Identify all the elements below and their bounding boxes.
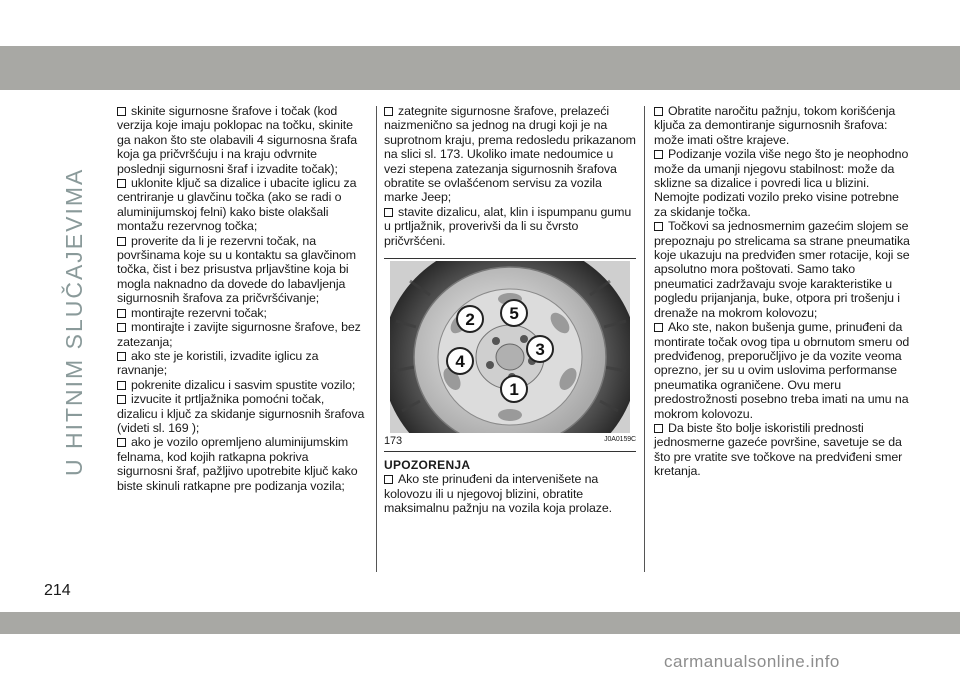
- warning-item: Obratite naročitu pažnju, tokom korišćenja ključa za demontiranje sigurnosnih šrafova: može imati oštre krajeve.: [654, 104, 896, 147]
- warning-item: Podizanje vozila više nego što je neophodno može da umanji njegovu stabilnost: može da sklizne sa dizalice i povredi lica u blizini. Nemojte podizati vozilo preko visine potrebne za skidanje točka.: [654, 147, 909, 219]
- list-item: proverite da li je rezervni točak, na površinama koje su u kontaktu sa glavčinom točka, čist i bez prisustva prljavštine koja bi mogla naknadno da dovede do labavljenja sigurnosnih šrafova za pričvršćivanje;: [117, 233, 356, 306]
- checkbox-bullet-icon: [654, 424, 663, 433]
- list-item: skinite sigurnosne šrafove i točak (kod verzija koje imaju poklopac na točku, skinite ga nakon što ste olabavili 4 sigurnosna šrafa koja ga pričvršćuju i na kraju odvrnite poslednji sigurnosni šraf i izvadite točak);: [117, 104, 358, 176]
- bolt-label-5: [501, 300, 527, 326]
- list-item: ako ste je koristili, izvadite iglicu za ravnanje;: [117, 348, 319, 378]
- column-3: [654, 104, 910, 479]
- warning-title: UPOZORENJA: [384, 458, 471, 473]
- list-item: montirajte rezervni točak;: [117, 306, 365, 320]
- hub-center: [496, 344, 524, 370]
- checkbox-bullet-icon: [384, 208, 393, 217]
- checkbox-bullet-icon: [117, 237, 126, 246]
- list-item: zategnite sigurnosne šrafove, prelazeći naizmenično sa jednog na drugi koji je na suprotnom kraju, prema redosledu prikazanom na slici sl. 173. Ukoliko imate nedoumice u vezi stepena zatezanja sigurnosnih šrafova obratite se ovlašćenom servisu za vozila marke Jeep;: [384, 104, 636, 205]
- column-divider: [644, 106, 645, 572]
- column-1: [117, 104, 365, 493]
- column-divider: [376, 106, 377, 572]
- list-item: izvucite it prtljažnika pomoćni točak, dizalicu i ključ za skidanje sigurnosnih šrafova (videti sl. 169 );: [117, 392, 365, 435]
- checkbox-bullet-icon: [654, 222, 663, 231]
- section-title: U HITNIM SLUČAJEVIMA: [61, 167, 87, 476]
- wheel-figure: [384, 258, 636, 452]
- warning-item: Da biste što bolje iskoristili prednosti jednosmerne gazeće površine, savetuje se da što pre vratite sve točkove na predviđeni smer kretanja.: [654, 420, 903, 479]
- checkbox-bullet-icon: [654, 150, 663, 159]
- bolt-label-1: [501, 376, 527, 402]
- checkbox-bullet-icon: [384, 107, 393, 116]
- checkbox-bullet-icon: [654, 107, 663, 116]
- watermark: carmanualsonline.info: [664, 652, 840, 671]
- checkbox-bullet-icon: [117, 352, 126, 361]
- svg-text:4: 4: [455, 352, 465, 372]
- svg-text:1: 1: [509, 380, 519, 400]
- checkbox-bullet-icon: [384, 475, 393, 484]
- checkbox-bullet-icon: [117, 438, 126, 447]
- header-band: [0, 46, 960, 90]
- checkbox-bullet-icon: [117, 323, 126, 332]
- checkbox-bullet-icon: [117, 381, 126, 390]
- wheel-bolt-order-illustration: [390, 261, 630, 433]
- bolt-label-2: [457, 306, 483, 332]
- svg-text:2: 2: [465, 310, 475, 330]
- list-item: montirajte i zavijte sigurnosne šrafove, bez zatezanja;: [117, 320, 361, 349]
- page-number: 214: [44, 582, 71, 599]
- checkbox-bullet-icon: [117, 107, 126, 116]
- bolt-label-3: [527, 336, 553, 362]
- warning-item: Točkovi sa jednosmernim gazećim slojem se prepoznaju po strelicama sa strane pneumatika koje ukazuju na predviđen smer rotacije, koji se apsolutno mora poštovati. Samo tako pneumatici zadržavaju svoje karakteristike u pogledu prijanjanja, buke, otpora pri trošenju i drenaže na mokrom kolovozu;: [654, 219, 910, 320]
- warning-item: Ako ste, nakon bušenja gume, prinuđeni da montirate točak ovog tipa u obrnutom smeru od predviđenog, preporučljivo je da vozite veoma oprezno, jer su u ovim uslovima performanse pneumatika ograničene. Ovu meru predostrožnosti posebno treba imati na umu na mokrom kolovozu.: [654, 320, 910, 421]
- svg-text:5: 5: [509, 304, 519, 324]
- figure-code: J0A0159C: [604, 435, 636, 443]
- svg-text:3: 3: [535, 340, 545, 360]
- column-2: [384, 104, 636, 516]
- checkbox-bullet-icon: [117, 179, 126, 188]
- checkbox-bullet-icon: [117, 309, 126, 318]
- list-item: pokrenite dizalicu i sasvim spustite vozilo;: [117, 378, 365, 392]
- warning-item: Ako ste prinuđeni da intervenišete na kolovozu ili u njegovoj blizini, obratite maksimalnu pažnju na vozila koja prolaze.: [384, 472, 613, 516]
- bolt-label-4: [447, 348, 473, 374]
- list-item: ako je vozilo opremljeno aluminijumskim felnama, kod kojih ratkapna pokriva sigurnosni šraf, pažljivo upotrebite ključ kako biste skinuli ratkapne pre podizanja vozila;: [117, 435, 358, 493]
- list-item: stavite dizalicu, alat, klin i ispumpanu gumu u prtljažnik, proverivši da li su čvrsto pričvršćeni.: [384, 204, 632, 248]
- checkbox-bullet-icon: [117, 395, 126, 404]
- list-item: uklonite ključ sa dizalice i ubacite iglicu za centriranje u glavčinu točka (ako se radi o aluminijumskoj felni) kako biste olakšali montažu rezervnog točka;: [117, 176, 357, 234]
- footer-band: [0, 612, 960, 634]
- figure-number: 173: [384, 434, 403, 447]
- checkbox-bullet-icon: [654, 323, 663, 332]
